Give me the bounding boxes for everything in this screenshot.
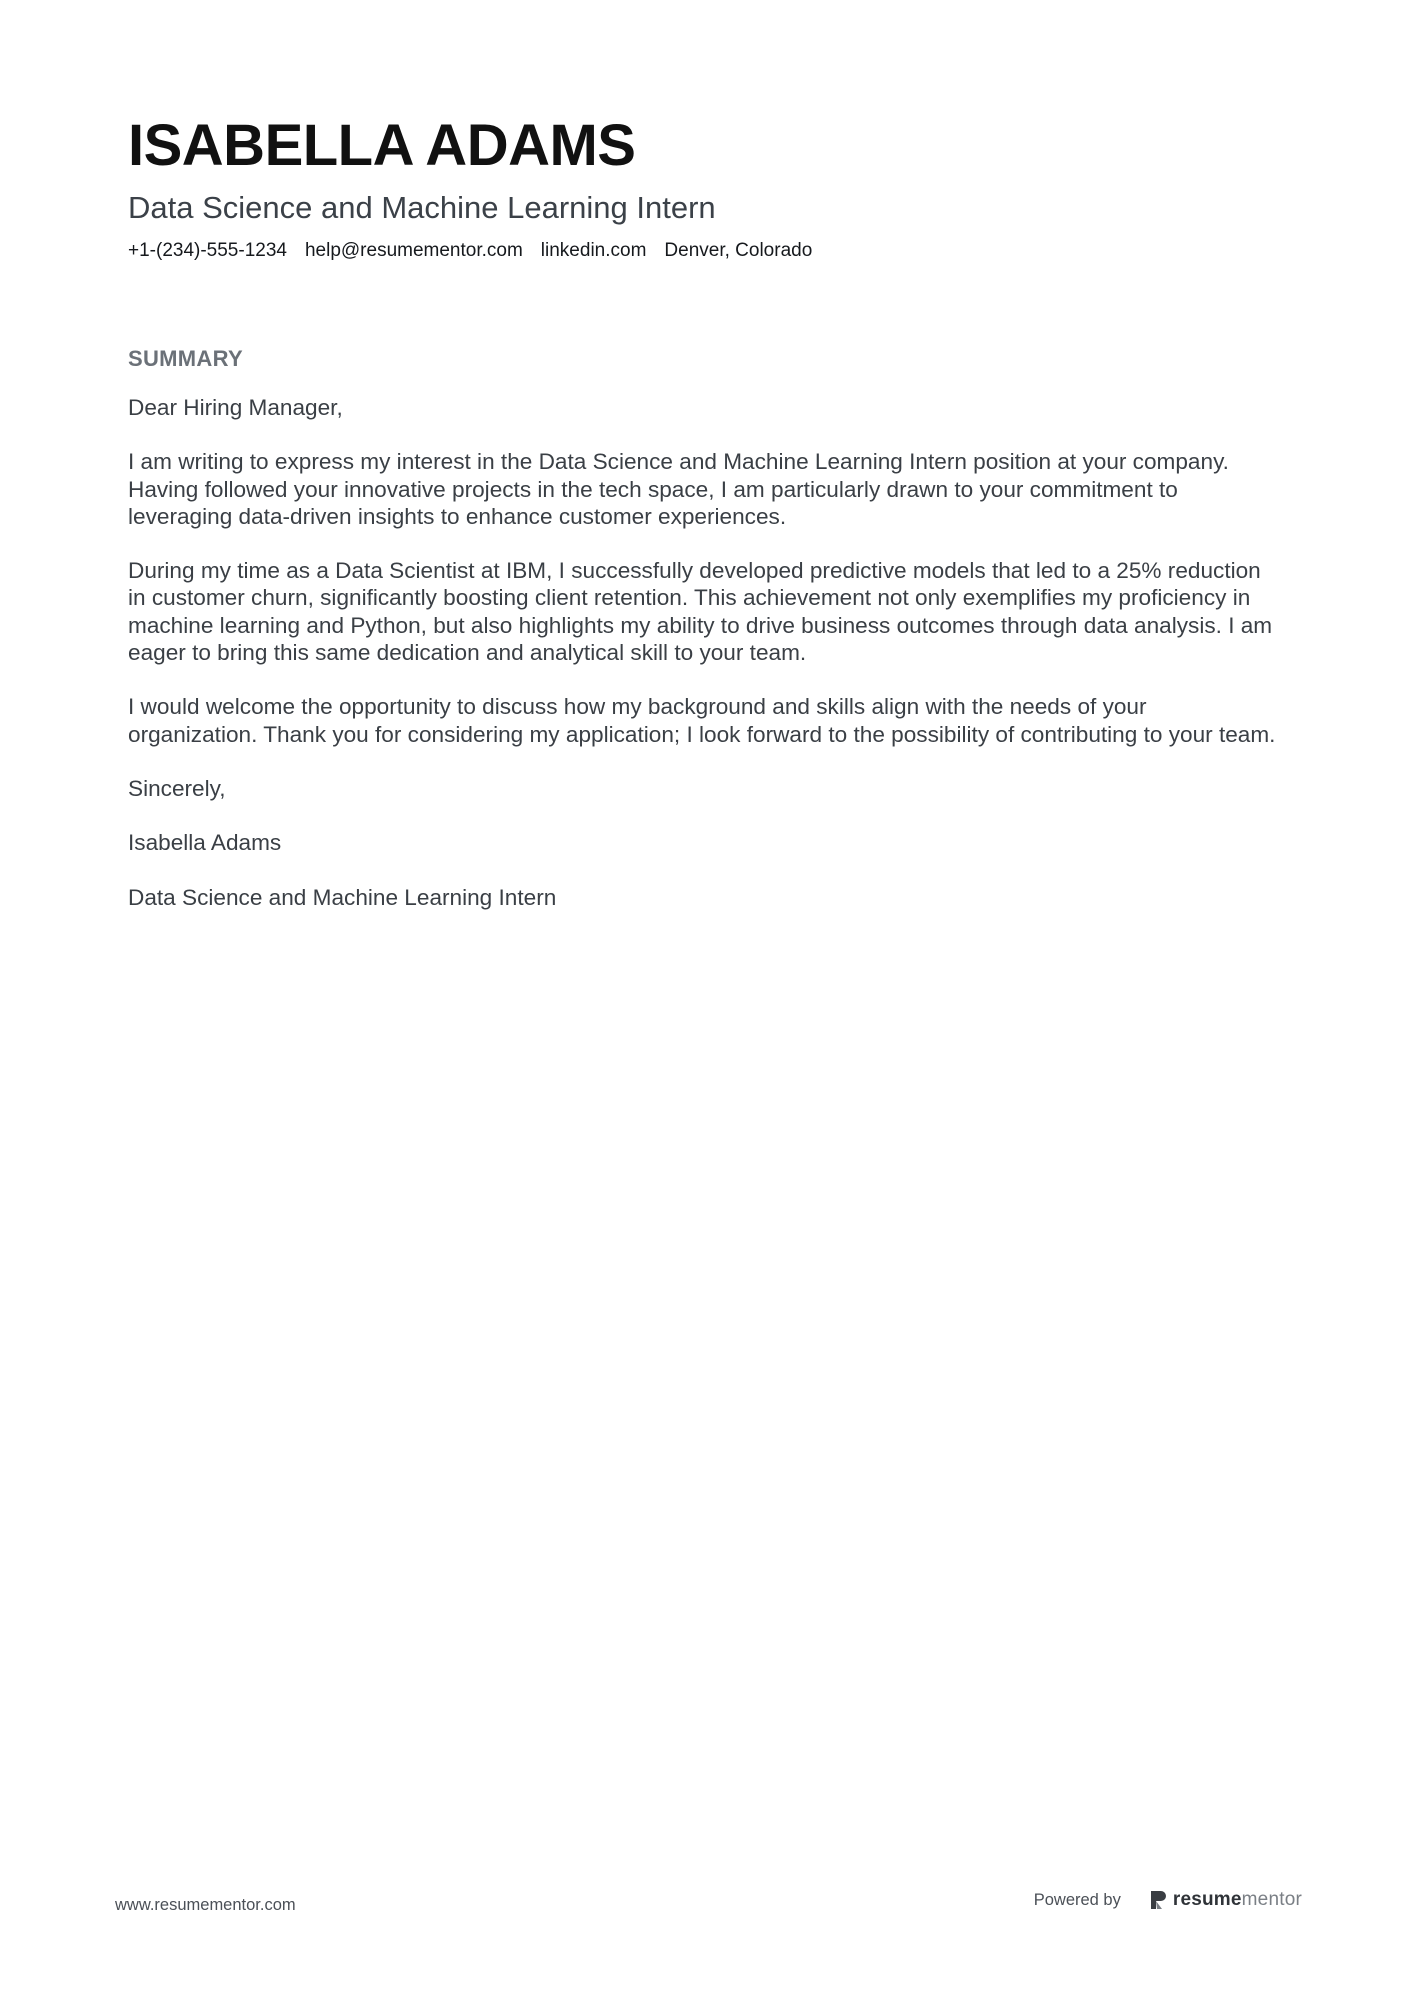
letter-paragraph: I would welcome the opportunity to discuss how my background and skills align with the needs of your organization. Thank you for considering my application; I look forward to the possibility of contributing to your team.: [128, 694, 1276, 747]
section-heading: SUMMARY: [128, 346, 243, 371]
footer-website[interactable]: www.resumementor.com: [115, 1896, 296, 1914]
brand-wordmark-bold: resume: [1172, 1889, 1242, 1910]
header: [128, 108, 1288, 264]
summary-section: [128, 344, 1278, 938]
letter-paragraph: I am writing to express my interest in the Data Science and Machine Learning Intern position at your company. Having followed your innovative projects in the tech space, I am particularly drawn to your commitment to leveraging data-driven insights to enhance customer experiences.: [128, 449, 1229, 529]
job-title: Data Science and Machine Learning Intern: [128, 190, 716, 225]
contact-info: [128, 238, 1288, 264]
contact-linkedin[interactable]: linkedin.com: [540, 240, 647, 261]
signature-title: Data Science and Machine Learning Intern: [128, 884, 557, 910]
letter-body: [128, 394, 1278, 911]
resumementor-logo-icon: [1149, 1890, 1167, 1910]
brand-logo[interactable]: [1149, 1888, 1302, 1912]
salutation: Dear Hiring Manager,: [128, 395, 343, 420]
footer-branding: [1034, 1888, 1302, 1912]
brand-wordmark: [1173, 1888, 1302, 1912]
powered-by-label: Powered by: [1033, 1891, 1121, 1909]
closing: Sincerely,: [128, 775, 226, 801]
letter-paragraph: During my time as a Data Scientist at IBM, I successfully developed predictive models that led to a 25% reduction in customer churn, significantly boosting client retention. This achievement not only exemplifies my proficiency in machine learning and Python, but also highlights my ability to drive business outcomes through data analysis. I am eager to bring this same dedication and analytical skill to your team.: [128, 558, 1273, 666]
contact-email[interactable]: help@resumementor.com: [304, 240, 523, 261]
brand-wordmark-light: mentor: [1241, 1889, 1302, 1910]
candidate-name: ISABELLA ADAMS: [128, 113, 636, 178]
signature-name: Isabella Adams: [128, 830, 282, 856]
contact-phone[interactable]: +1-(234)-555-1234: [128, 240, 287, 261]
contact-location: Denver, Colorado: [664, 240, 813, 261]
